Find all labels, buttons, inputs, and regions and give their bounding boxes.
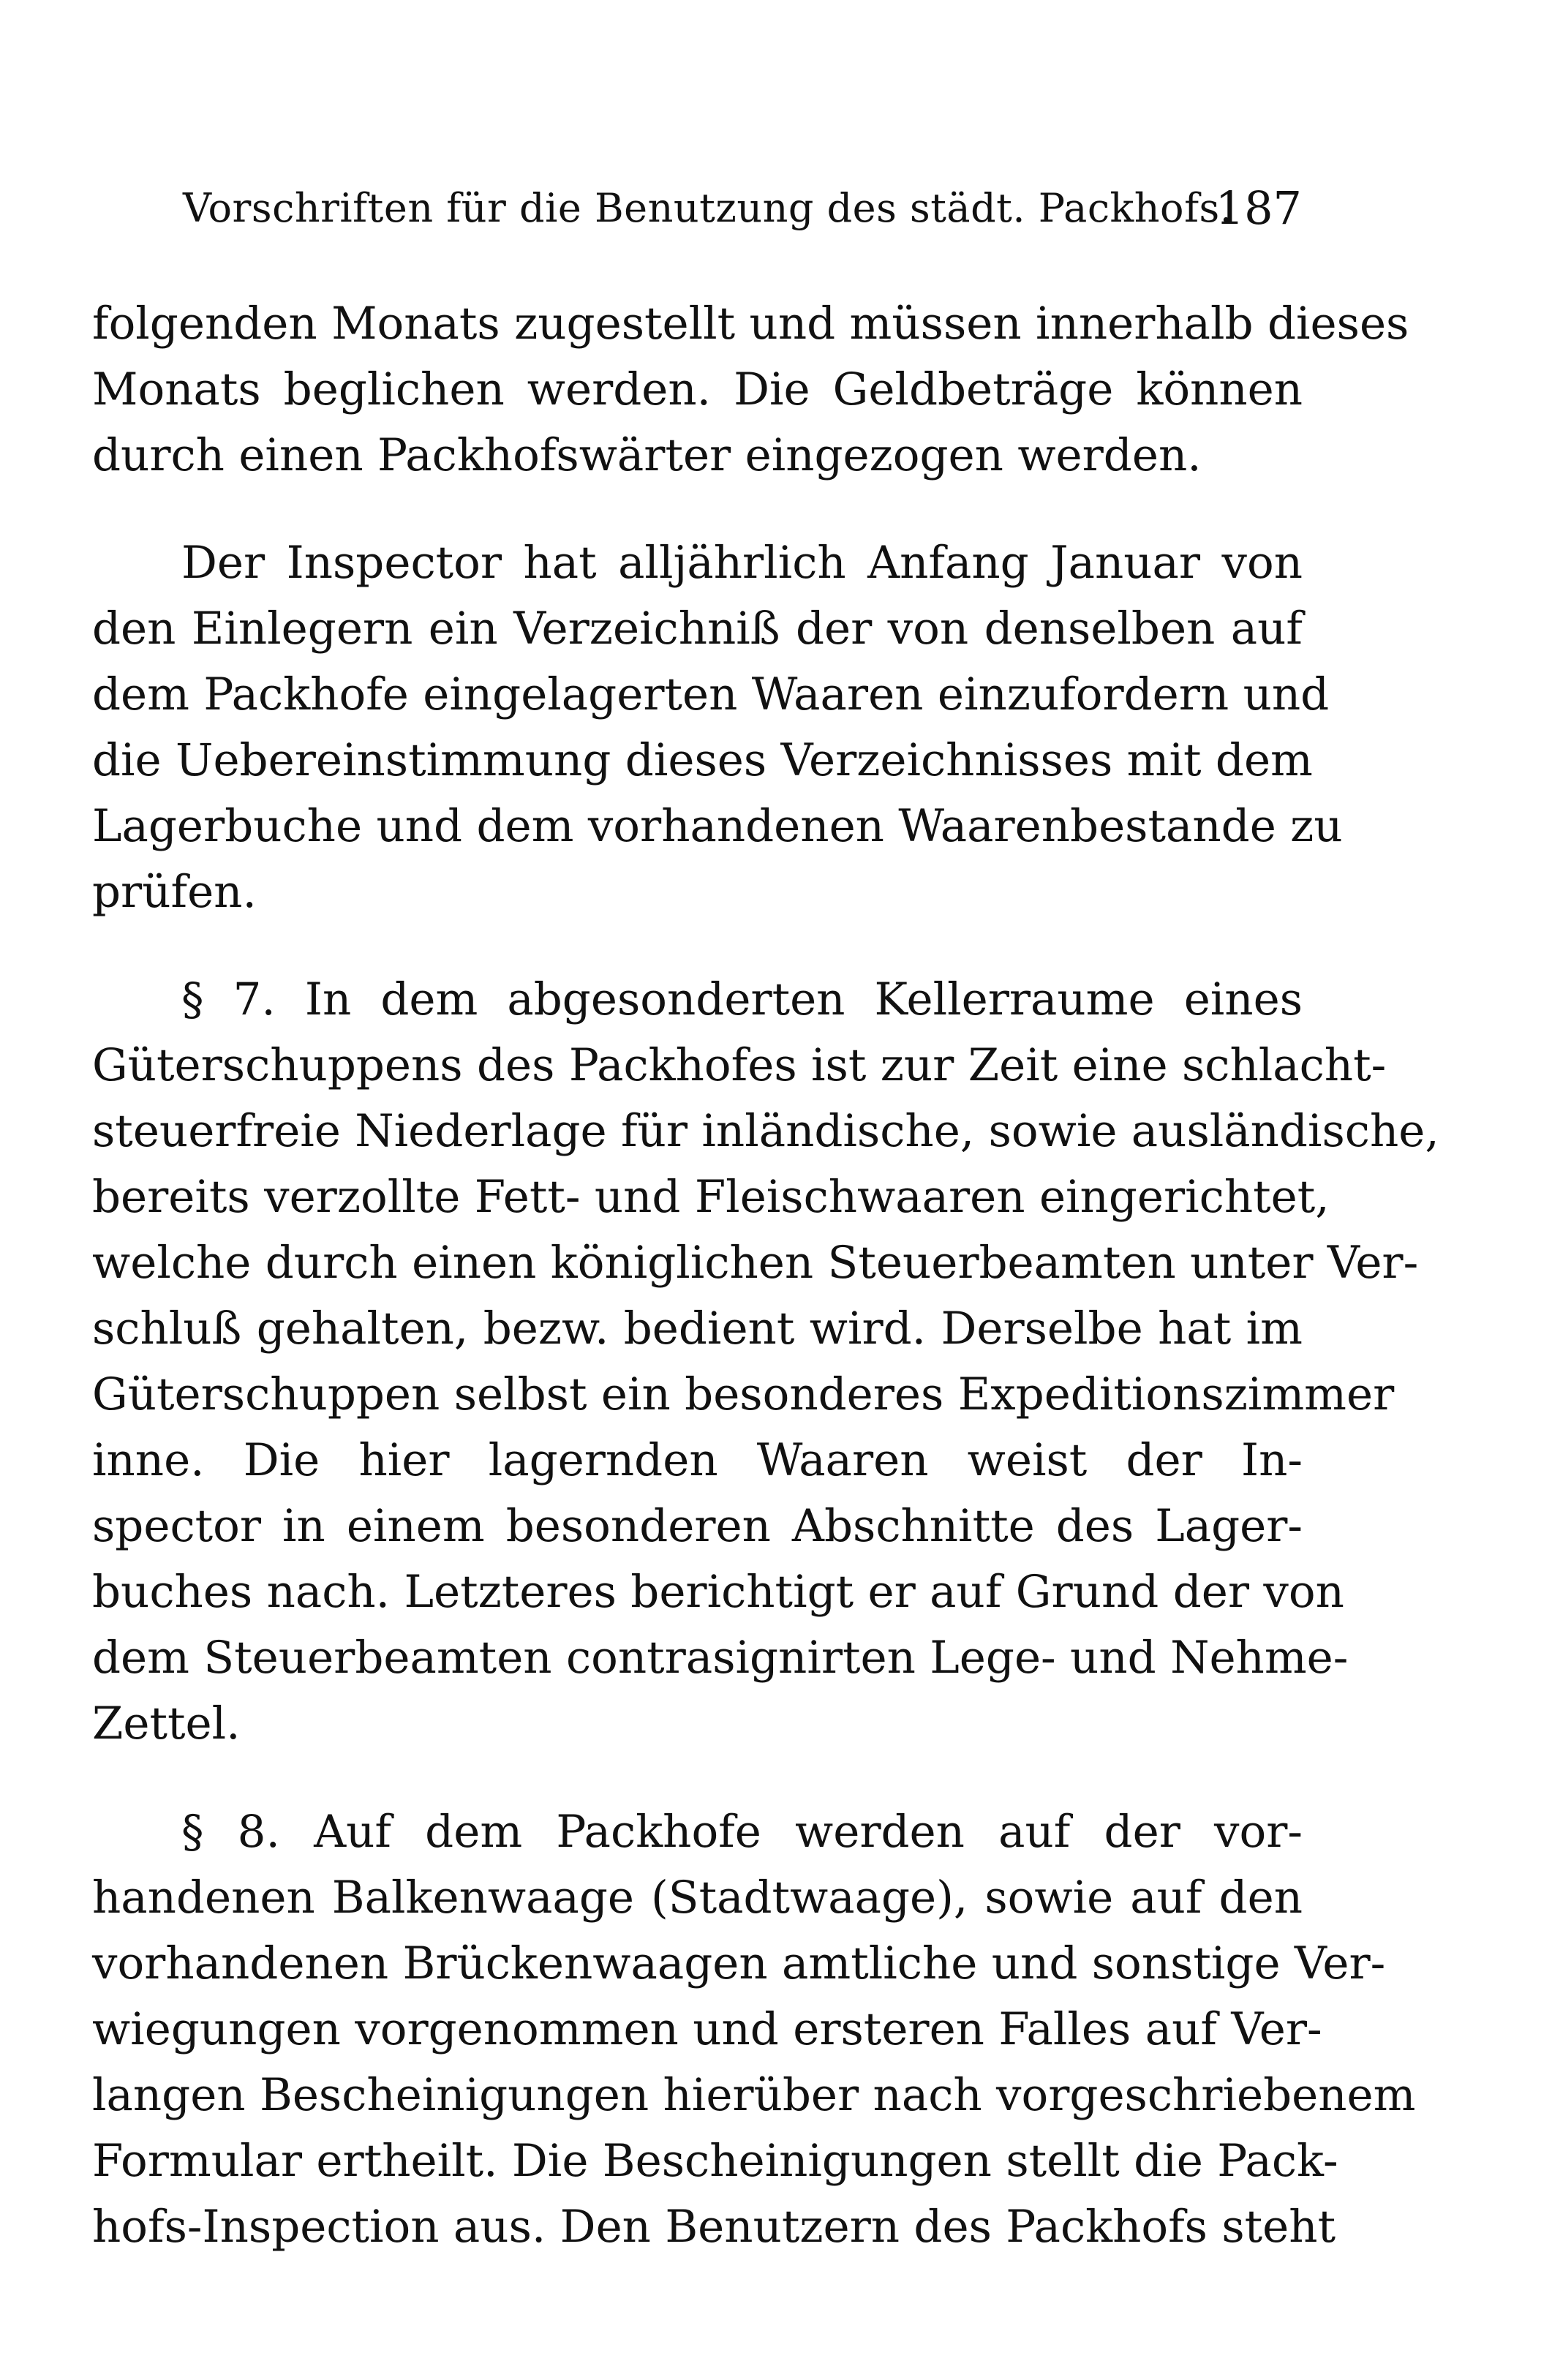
- text-line: § 8. Auf dem Packhofe werden auf der vor-: [181, 1806, 1303, 1858]
- text-line: welche durch einen königlichen Steuerbeamten unter Ver-: [92, 1237, 1419, 1289]
- text-line: bereits verzollte Fett- und Fleischwaaren eingerichtet,: [92, 1171, 1330, 1223]
- text-line: folgenden Monats zugestellt und müssen innerhalb dieses: [92, 298, 1409, 350]
- text-line: wiegungen vorgenommen und ersteren Falles auf Ver-: [92, 2003, 1322, 2055]
- text-line: langen Bescheinigungen hierüber nach vorgeschriebenem: [92, 2069, 1416, 2121]
- text-line: Monats beglichen werden. Die Geldbeträge können: [92, 364, 1303, 415]
- text-line: prüfen.: [92, 866, 257, 918]
- page-number: 187: [1215, 181, 1302, 235]
- text-line: Der Inspector hat alljährlich Anfang Januar von: [181, 537, 1303, 589]
- text-line: die Uebereinstimmung dieses Verzeichnisses mit dem: [92, 734, 1313, 786]
- text-line: buches nach. Letzteres berichtigt er auf Grund der von: [92, 1566, 1344, 1618]
- text-line: dem Steuerbeamten contrasignirten Lege- und Nehme-: [92, 1632, 1349, 1684]
- running-title: Vorschriften für die Benutzung des städt. Packhofs.: [183, 185, 1233, 231]
- running-header: [183, 172, 1302, 245]
- text-line: durch einen Packhofswärter eingezogen werden.: [92, 429, 1202, 481]
- text-line: § 7. In dem abgesonderten Kellerraume eines: [181, 974, 1303, 1025]
- text-line: Zettel.: [92, 1698, 241, 1750]
- text-line: vorhandenen Brückenwaagen amtliche und sonstige Ver-: [92, 1937, 1386, 1989]
- text-line: schluß gehalten, bezw. bedient wird. Derselbe hat im: [92, 1303, 1303, 1355]
- text-line: Güterschuppen selbst ein besonderes Expeditionszimmer: [92, 1368, 1395, 1420]
- text-line: Lagerbuche und dem vorhandenen Waarenbestande zu: [92, 800, 1343, 852]
- text-line: handenen Balkenwaage (Stadtwaage), sowie auf den: [92, 1872, 1303, 1924]
- text-line: den Einlegern ein Verzeichniß der von denselben auf: [92, 603, 1303, 655]
- text-line: Formular ertheilt. Die Bescheinigungen stellt die Pack-: [92, 2135, 1338, 2187]
- text-line: dem Packhofe eingelagerten Waaren einzufordern und: [92, 669, 1330, 720]
- text-line: hofs-Inspection aus. Den Benutzern des Packhofs steht: [92, 2201, 1336, 2253]
- text-line: inne. Die hier lagernden Waaren weist der In-: [92, 1434, 1303, 1486]
- text-line: spector in einem besonderen Abschnitte des Lager-: [92, 1500, 1303, 1552]
- text-line: Güterschuppens des Packhofes ist zur Zeit eine schlacht-: [92, 1039, 1387, 1091]
- text-line: steuerfreie Niederlage für inländische, sowie ausländische,: [92, 1105, 1439, 1157]
